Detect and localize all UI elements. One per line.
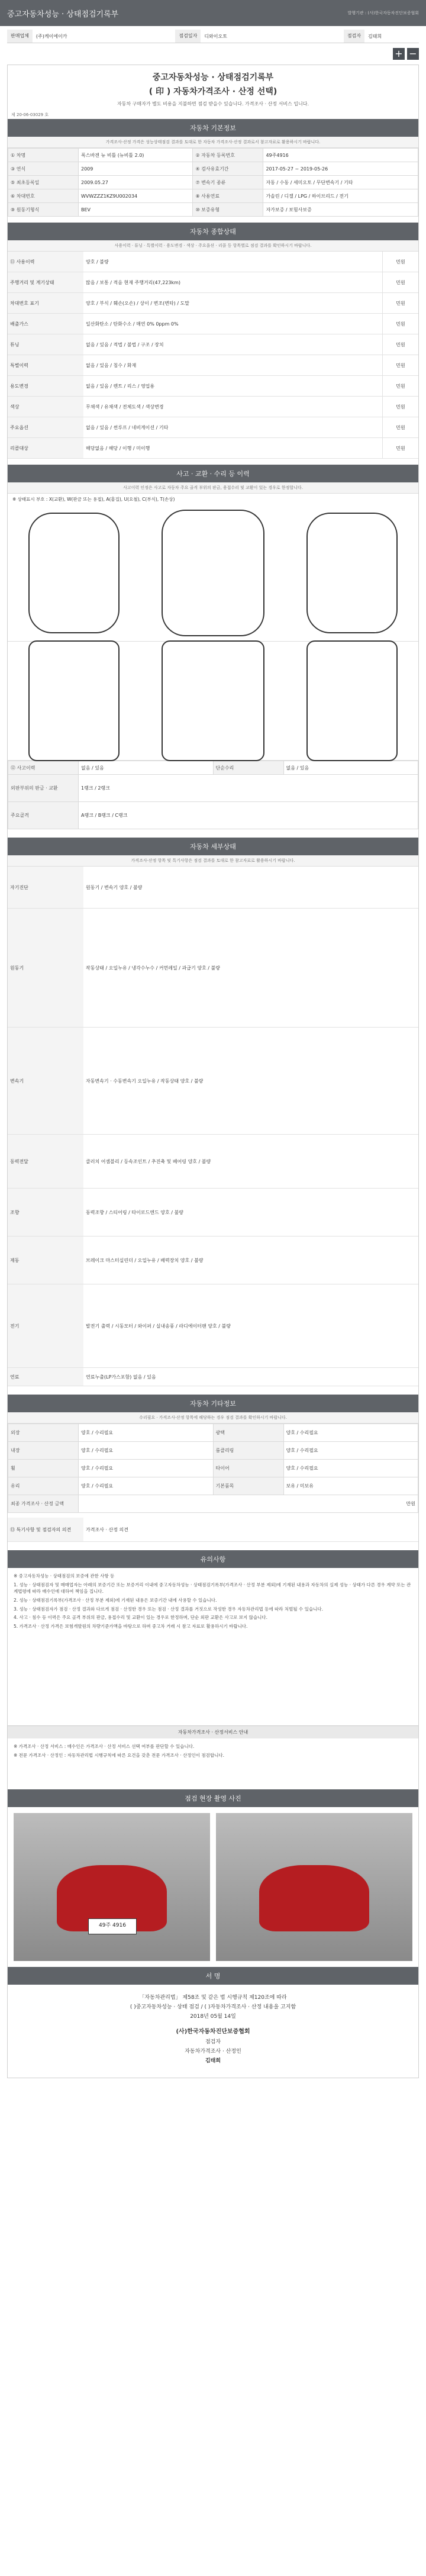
table-row bbox=[8, 162, 418, 176]
item-label: 조향 bbox=[8, 1189, 83, 1236]
cell-label: ② 자동차 등록번호 bbox=[193, 149, 263, 162]
item-label: ⑪ 사용이력 bbox=[8, 252, 83, 272]
item-value: 작동상태 / 오일누유 / 냉각수누수 / 커먼레일 / 과급기 양호 / 불량 bbox=[86, 965, 220, 971]
cell-label: ③ 연식 bbox=[8, 162, 79, 176]
table-row bbox=[8, 203, 418, 217]
cell-value: 없음 / 있음 bbox=[79, 761, 214, 775]
cell-label: 내장 bbox=[8, 1442, 79, 1460]
cell-value: 가솔린 / 디젤 / LPG / 하이브리드 / 전기 bbox=[263, 189, 418, 203]
cell-label: ⑥ 차대번호 bbox=[8, 189, 79, 203]
car-body bbox=[259, 1865, 369, 1932]
inspector-label: 점검자 bbox=[344, 30, 364, 43]
list-item bbox=[8, 252, 418, 272]
cell-label: 휠 bbox=[8, 1460, 79, 1477]
accident-table bbox=[8, 761, 418, 829]
cell-label: ① 차명 bbox=[8, 149, 79, 162]
item-remark: 민원 bbox=[382, 252, 418, 272]
list-item bbox=[8, 272, 418, 293]
cell-label: ⑫ 사고이력 bbox=[8, 761, 79, 775]
item-value: 해당없음 / 해당 / 이행 / 미이행 bbox=[86, 445, 150, 451]
item-remark: 민원 bbox=[382, 355, 418, 375]
car-diagram bbox=[8, 505, 418, 642]
car-frame-diagram bbox=[8, 642, 418, 761]
list-item bbox=[8, 1189, 418, 1237]
item-remark: 민원 bbox=[382, 397, 418, 417]
cell-label: ⑧ 사용연료 bbox=[193, 189, 263, 203]
item-value: 동력조향 / 스티어링 / 타이로드엔드 양호 / 불량 bbox=[86, 1209, 183, 1215]
seller-value: (주)케이에이카 bbox=[36, 33, 67, 39]
cell-value: 양호 / 수리필요 bbox=[283, 1460, 418, 1477]
top-bar bbox=[0, 0, 426, 26]
list-item bbox=[8, 867, 418, 909]
car-outline-right bbox=[306, 513, 398, 633]
list-item bbox=[8, 438, 418, 459]
item-value: 발전기 출력 / 시동모터 / 와이퍼 / 실내송풍 / 라디에이터팬 양호 / 불량 bbox=[86, 1323, 231, 1329]
opinion-label: ⑬ 특기사항 및 점검자의 의견 bbox=[8, 1518, 83, 1541]
table-row bbox=[8, 176, 418, 189]
item-value: 자동변속기 · 수동변속기 오일누유 / 작동상태 양호 / 불량 bbox=[86, 1078, 204, 1084]
cell-value: BEV bbox=[79, 203, 193, 217]
list-item bbox=[8, 1028, 418, 1135]
cell-label: ⑤ 최초등록일 bbox=[8, 176, 79, 189]
list-item bbox=[8, 1135, 418, 1189]
cell-value: 2017-05-27 ~ 2019-05-26 bbox=[263, 162, 418, 176]
item-label: 색상 bbox=[8, 397, 83, 417]
frame-outline-right bbox=[306, 640, 398, 761]
sign-heading: 서 명 bbox=[8, 1967, 418, 1985]
cell-label: ⑦ 변속기 종류 bbox=[193, 176, 263, 189]
other-info-heading: 자동차 기타정보 bbox=[8, 1395, 418, 1412]
frame-outline-center bbox=[162, 640, 264, 761]
cell-value: 양호 / 수리필요 bbox=[79, 1442, 214, 1460]
item-remark: 민원 bbox=[382, 417, 418, 437]
item-label: 용도변경 bbox=[8, 376, 83, 396]
item-label: 동력전달 bbox=[8, 1135, 83, 1188]
price-label: 최종 가격조사 · 산정 금액 bbox=[8, 1495, 79, 1513]
cell-label: 광택 bbox=[213, 1424, 283, 1442]
detail-heading: 자동차 세부상태 bbox=[8, 838, 418, 855]
cell-value: 폭스바겐 뉴 비틀 (뉴비틀 2.0) bbox=[79, 149, 193, 162]
cell-label: ⑨ 원동기형식 bbox=[8, 203, 79, 217]
basic-info-subtext: 가격조사·산정 가격은 성능상태점검 결과를 토대로 한 자동차 가격조사·산정 결과로서 참고자료로 활용하시기 바랍니다. bbox=[8, 137, 418, 148]
list-item bbox=[8, 417, 418, 438]
record-document bbox=[7, 65, 419, 2078]
detail-subtext: 가격조사·산정 항목 및 특기사항은 점검 결과를 토대로 한 참고자료로 활용하시기 바랍니다. bbox=[8, 855, 418, 867]
sign-role-1: 점검자 bbox=[205, 2039, 221, 2045]
document-number: 제 20-06-03029 호 bbox=[11, 112, 49, 117]
note-item: 3. 성능 · 상태점검자가 점검 · 산정 결과와 다르게 점검 · 산정한 경우 또는 점검 · 산정 결과를 거짓으로 작성한 경우 자동차관리법 등에 따라 처벌될 수 있습니다. bbox=[14, 1606, 324, 1612]
photos-heading: 점검 현장 촬영 사진 bbox=[8, 1789, 418, 1807]
notice-item: ※ 가격조사 · 산정 서비스 : 매수인은 가격조사 · 산정 서비스 선택 여부를 판단할 수 있습니다. bbox=[14, 1744, 195, 1749]
item-value: 없음 / 있음 / 렌트 / 리스 / 영업용 bbox=[86, 383, 155, 389]
issuer-text: 발행기관 : (사)한국자동차진단보증협회 bbox=[347, 11, 419, 15]
sign-role-2: 자동차가격조사 · 산정인 bbox=[185, 2048, 241, 2055]
cell-value: 자가보증 / 보험사보증 bbox=[263, 203, 418, 217]
cell-label: 외판부위의 판금 · 교환 bbox=[8, 775, 79, 802]
item-value: 원동기 / 변속기 양호 / 불량 bbox=[86, 884, 143, 890]
basic-info-table bbox=[8, 148, 418, 217]
table-row bbox=[8, 1460, 418, 1477]
cell-value: 양호 / 수리필요 bbox=[79, 1477, 214, 1495]
contact-label: 점검일자 bbox=[175, 30, 201, 43]
notes-body bbox=[8, 1568, 418, 1725]
cell-value: 보유 / 미보유 bbox=[283, 1477, 418, 1495]
zoom-out-button[interactable]: − bbox=[407, 48, 419, 60]
item-label: 전기 bbox=[8, 1284, 83, 1367]
notice-item: ※ 전문 가격조사 · 산정인 : 자동차관리법 시행규칙에 따른 요건을 갖춘 전문 가격조사 · 산정인이 점검합니다. bbox=[14, 1752, 225, 1758]
table-row bbox=[8, 775, 418, 802]
zoom-in-button[interactable]: + bbox=[393, 48, 405, 60]
note-item: 4. 사고 · 침수 등 이력은 주요 골격 부위의 판금, 용접수리 및 교환이 있는 경우로 한정하며, 단순 외판 교환은 사고로 보지 않습니다. bbox=[14, 1615, 268, 1621]
note-item: ※ 중고자동차성능 · 상태점검의 보증에 관한 사항 등 bbox=[14, 1573, 115, 1579]
item-label: 리콜대상 bbox=[8, 438, 83, 458]
item-label: 주요옵션 bbox=[8, 417, 83, 437]
cell-label: 타이어 bbox=[213, 1460, 283, 1477]
cell-value: 2009 bbox=[79, 162, 193, 176]
cell-label: ④ 검사유효기간 bbox=[193, 162, 263, 176]
item-label: 제동 bbox=[8, 1237, 83, 1284]
item-label: 배출가스 bbox=[8, 314, 83, 334]
item-label: 특별이력 bbox=[8, 355, 83, 375]
other-info-subtext: 수리필요 · 가격조사·산정 항목에 해당하는 경우 점검 결과를 확인하시기 바랍니다. bbox=[8, 1412, 418, 1424]
item-label: 튜닝 bbox=[8, 334, 83, 355]
item-value: 양호 / 불량 bbox=[86, 259, 109, 265]
list-item bbox=[8, 1237, 418, 1284]
accident-heading: 사고 · 교환 · 수리 등 이력 bbox=[8, 465, 418, 482]
list-item bbox=[8, 314, 418, 334]
document-title-block bbox=[8, 65, 418, 111]
table-row bbox=[8, 802, 418, 829]
inspector-value: 김태희 bbox=[368, 33, 382, 39]
sign-block bbox=[8, 1985, 418, 2078]
cell-label: 단순수리 bbox=[213, 761, 283, 775]
opinion-value: 가격조사 · 산정 의견 bbox=[86, 1527, 128, 1532]
notice-heading: 자동차가격조사 · 산정서비스 안내 bbox=[8, 1725, 418, 1738]
car-outline-center bbox=[162, 510, 264, 636]
general-state-heading: 자동차 종합상태 bbox=[8, 223, 418, 240]
basic-info-heading: 자동차 기본정보 bbox=[8, 119, 418, 137]
note-item: 2. 성능 · 상태점검기록부(가격조사 · 산정 부분 제외)에 기재된 내용은 보증기간 내에 사용할 수 있습니다. bbox=[14, 1597, 217, 1603]
item-remark: 민원 bbox=[382, 314, 418, 334]
cell-value: 양호 / 수리필요 bbox=[283, 1442, 418, 1460]
table-row bbox=[8, 1495, 418, 1513]
list-item bbox=[8, 293, 418, 314]
list-item bbox=[8, 355, 418, 376]
item-remark: 민원 bbox=[382, 272, 418, 292]
cell-value: 49주4916 bbox=[263, 149, 418, 162]
item-label: 원동기 bbox=[8, 909, 83, 1027]
list-item bbox=[8, 397, 418, 417]
list-item bbox=[8, 376, 418, 397]
table-row bbox=[8, 1424, 418, 1442]
item-remark: 민원 bbox=[382, 293, 418, 313]
notice-body bbox=[8, 1738, 418, 1789]
general-state-subtext: 사용이력 · 튜닝 · 특별이력 · 용도변경 · 색상 · 주요옵션 · 리콜 등 항목별로 점검 결과를 확인하시기 바랍니다. bbox=[8, 240, 418, 252]
list-item bbox=[8, 334, 418, 355]
item-label: 주행거리 및 계기상태 bbox=[8, 272, 83, 292]
price-unit: 만원 bbox=[79, 1495, 418, 1513]
cell-value: WVWZZZ1KZ9U002034 bbox=[79, 189, 193, 203]
cell-value: 양호 / 수리필요 bbox=[283, 1424, 418, 1442]
list-item bbox=[8, 1284, 418, 1368]
signer-name: 김태희 bbox=[205, 2057, 221, 2064]
cell-value: A랭크 / B랭크 / C랭크 bbox=[79, 802, 418, 829]
car-front-photo bbox=[14, 1813, 210, 1961]
note-item: 1. 성능 · 상태점검자 및 매매업자는 아래의 보증기간 또는 보증거리 이내에 중고자동차성능 · 상태점검기록부(가격조사 · 산정 부분 제외)에 기재된 내용과 자동차의 실제 성능 · 상태가 다른 경우 계약 또는 관계법령에 따라 매수인에 대하여 책임을 집니다. bbox=[14, 1582, 411, 1595]
photo-row bbox=[8, 1807, 418, 1967]
detail-list bbox=[8, 867, 418, 1386]
id-row bbox=[7, 30, 419, 43]
sign-line-2: ( )중고자동차성능 · 상태 점검 / ( )자동차가격조사 · 산정 내용을 고지함 bbox=[130, 2004, 296, 2011]
item-value: 브레이크 마스터실린더 / 오일누유 / 배력장치 양호 / 불량 bbox=[86, 1257, 204, 1263]
item-label: 연료 bbox=[8, 1368, 83, 1386]
sign-org: (사)한국자동차진단보증협회 bbox=[176, 2028, 250, 2035]
item-remark: 민원 bbox=[382, 334, 418, 355]
sign-line-1: 「자동차관리법」 제58조 및 같은 법 시행규칙 제120조에 따라 bbox=[139, 1995, 287, 2001]
car-rear-photo bbox=[216, 1813, 412, 1961]
item-value: 일산화탄소 / 탄화수소 / 매연 0% 0ppm 0% bbox=[86, 321, 179, 327]
item-label: 변속기 bbox=[8, 1028, 83, 1134]
item-value: 무채색 / 유채색 / 전체도색 / 색상변경 bbox=[86, 404, 164, 410]
table-row bbox=[8, 149, 418, 162]
page-title: 중고자동차성능 · 상태점검기록부 bbox=[7, 9, 119, 19]
cell-label: 기본품목 bbox=[213, 1477, 283, 1495]
item-value: 없음 / 있음 / 침수 / 화재 bbox=[86, 362, 137, 368]
item-value: 없음 / 있음 / 적법 / 불법 / 구조 / 장치 bbox=[86, 342, 164, 347]
accident-subtext: 사고이력 인정은 사고로 자동차 주요 골격 부위의 판금, 용접수리 및 교환이 있는 경우로 한정합니다. bbox=[8, 482, 418, 494]
item-value: 양호 / 부식 / 훼손(오손) / 상이 / 변조(변타) / 도말 bbox=[86, 300, 190, 306]
cell-value: 1랭크 / 2랭크 bbox=[79, 775, 418, 802]
cell-label: 유리 bbox=[8, 1477, 79, 1495]
opinion-row bbox=[8, 1518, 418, 1542]
cell-label: 주요골격 bbox=[8, 802, 79, 829]
car-outline-left bbox=[28, 513, 120, 633]
other-info-table bbox=[8, 1424, 418, 1513]
item-value: 클러치 어셈블리 / 등속조인트 / 추진축 및 베어링 양호 / 불량 bbox=[86, 1158, 211, 1164]
table-row bbox=[8, 1477, 418, 1495]
general-state-list bbox=[8, 252, 418, 459]
item-value: 많음 / 보통 / 적음 현재 주행거리(47,223km) bbox=[86, 279, 181, 285]
zoom-controls bbox=[7, 48, 419, 60]
sign-date: 2018년 05월 14일 bbox=[190, 2014, 236, 2020]
item-value: 연료누출(LP가스포함) 없음 / 있음 bbox=[86, 1374, 156, 1380]
cell-value: 양호 / 수리필요 bbox=[79, 1460, 214, 1477]
cell-value: 없음 / 있음 bbox=[283, 761, 418, 775]
accident-legend: ※ 상태표시 부호 : X(교환), W(판금 또는 용접), A(흠집), U(요철), C(부식), T(손상) bbox=[12, 497, 175, 502]
license-plate: 49주 4916 bbox=[88, 1918, 137, 1934]
cell-value: 2009.05.27 bbox=[79, 176, 193, 189]
note-item: 5. 가격조사 · 산정 가격은 보험개발원의 차량기준가액을 바탕으로 하며 중고차 거래 시 참고 자료로 활용하시기 바랍니다. bbox=[14, 1623, 248, 1629]
frame-outline-left bbox=[28, 640, 120, 761]
item-label: 차대번호 표기 bbox=[8, 293, 83, 313]
item-remark: 민원 bbox=[382, 376, 418, 396]
cell-label: 룸클리링 bbox=[213, 1442, 283, 1460]
seller-label: 판매업체 bbox=[7, 30, 33, 43]
item-label: 자기진단 bbox=[8, 867, 83, 908]
table-row bbox=[8, 189, 418, 203]
cell-label: ⑩ 보증유형 bbox=[193, 203, 263, 217]
document-title: 중고자동차성능 · 상태점검기록부 bbox=[152, 73, 274, 82]
document-subtitle: ( 印 ) 자동차가격조사 · 산정 선택) bbox=[149, 87, 277, 96]
notes-heading: 유의사항 bbox=[8, 1550, 418, 1568]
contact-value: 디와이오토 bbox=[204, 33, 227, 39]
cell-value: 자동 / 수동 / 세미오토 / 무단변속기 / 기타 bbox=[263, 176, 418, 189]
item-value: 없음 / 있음 / 썬루프 / 네비게이션 / 기타 bbox=[86, 424, 169, 430]
list-item bbox=[8, 909, 418, 1028]
item-remark: 민원 bbox=[382, 438, 418, 458]
document-notice: 자동차 구매자가 별도 비용을 지불하면 점검 받을수 있습니다. 가격조사 · 산정 서비스 입니다. bbox=[117, 101, 309, 107]
cell-value: 양호 / 수리필요 bbox=[79, 1424, 214, 1442]
table-row bbox=[8, 1442, 418, 1460]
cell-label: 외장 bbox=[8, 1424, 79, 1442]
list-item bbox=[8, 1368, 418, 1386]
table-row bbox=[8, 761, 418, 775]
